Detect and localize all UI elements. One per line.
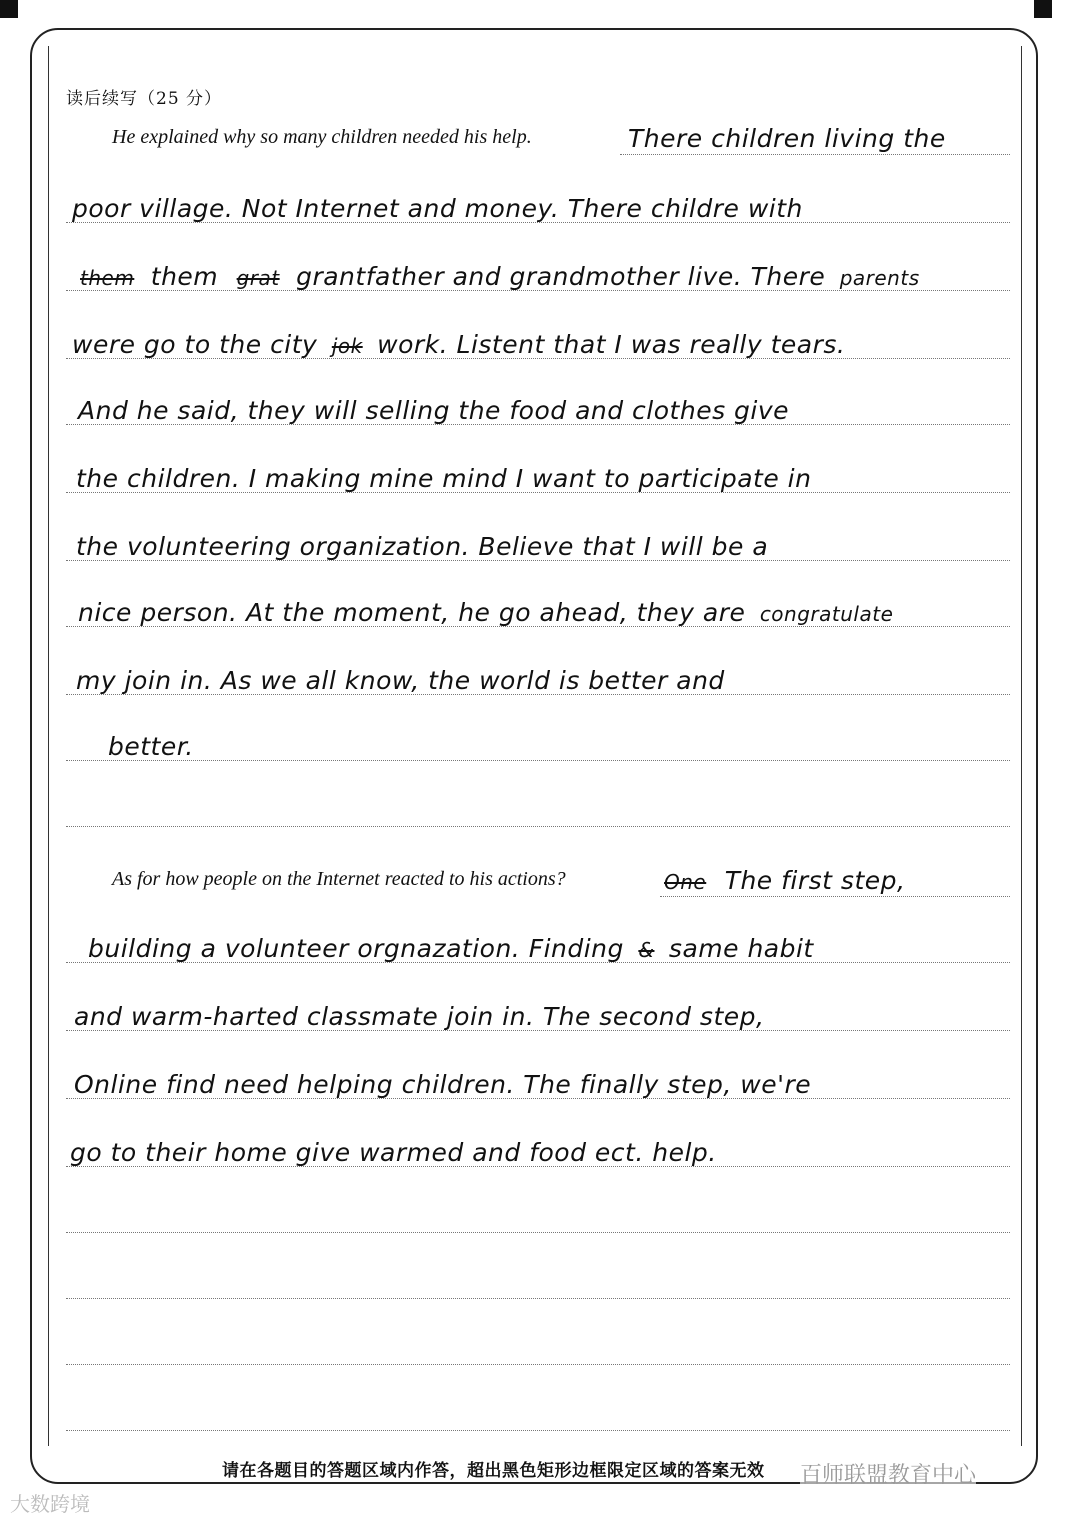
handwritten-word: grantfather and grandmother live. There xyxy=(296,262,826,291)
watermark-left: 大数跨境 xyxy=(10,1492,90,1516)
writing-line xyxy=(66,962,1010,963)
handwritten-line xyxy=(80,262,920,291)
handwritten-line: better. xyxy=(108,732,194,761)
handwritten-line: poor village. Not Internet and money. There childre with xyxy=(72,194,803,223)
writing-line xyxy=(66,1298,1010,1299)
handwritten-word: congratulate xyxy=(759,602,894,626)
struck-word: them xyxy=(80,266,135,290)
handwritten-line: and warm-harted classmate join in. The second step, xyxy=(74,1002,765,1031)
registration-mark-top-right xyxy=(1034,0,1052,18)
writing-line xyxy=(66,1430,1010,1431)
writing-line xyxy=(66,222,1010,223)
section-heading: 读后续写（25 分） xyxy=(66,89,223,109)
handwritten-word: parents xyxy=(839,266,920,290)
writing-line xyxy=(66,1030,1010,1031)
writing-line xyxy=(66,424,1010,425)
struck-word: grat xyxy=(236,266,280,290)
handwritten-word: were go to the city xyxy=(72,330,318,359)
handwritten-line: And he said, they will selling the food and clothes give xyxy=(78,396,790,425)
handwritten-line: my join in. As we all know, the world is better and xyxy=(76,666,725,695)
handwritten-line: There children living the xyxy=(628,124,946,153)
answer-area-notice: 请在各题目的答题区域内作答，超出黑色矩形边框限定区域的答案无效 xyxy=(218,1456,769,1481)
handwritten-line: the volunteering organization. Believe that I will be a xyxy=(76,532,769,561)
registration-mark-top-left xyxy=(0,0,18,18)
handwritten-line xyxy=(78,598,893,627)
handwritten-line xyxy=(88,934,814,963)
writing-line xyxy=(66,826,1010,827)
watermark-right: 百师联盟教育中心 xyxy=(800,1458,976,1489)
handwritten-line: the children. I making mine mind I want to participate in xyxy=(76,464,812,493)
writing-line xyxy=(66,290,1010,291)
handwritten-line: Online find need helping children. The finally step, we're xyxy=(74,1070,812,1099)
handwritten-word: them xyxy=(150,262,219,291)
struck-word: One xyxy=(664,870,707,894)
handwritten-line xyxy=(664,866,905,895)
writing-line xyxy=(66,358,1010,359)
writing-line xyxy=(620,154,1010,155)
writing-line xyxy=(66,560,1010,561)
handwritten-line: go to their home give warmed and food ect. help. xyxy=(70,1138,717,1167)
writing-line xyxy=(66,1232,1010,1233)
handwritten-word: building a volunteer orgnazation. Finding xyxy=(88,934,624,963)
writing-line xyxy=(660,896,1010,897)
handwritten-word: The first step, xyxy=(724,866,906,895)
writing-line xyxy=(66,492,1010,493)
paragraph2-prompt: As for how people on the Internet reacted to his actions? xyxy=(112,868,566,890)
writing-line xyxy=(66,626,1010,627)
writing-line xyxy=(66,1166,1010,1167)
writing-line xyxy=(66,760,1010,761)
handwritten-word: nice person. At the moment, he go ahead, they are xyxy=(78,598,746,627)
struck-word: & xyxy=(638,938,655,962)
writing-line xyxy=(66,694,1010,695)
writing-line xyxy=(66,1364,1010,1365)
answer-area-border xyxy=(48,46,1022,1446)
writing-line xyxy=(66,1098,1010,1099)
struck-word: jok xyxy=(331,334,363,358)
paragraph1-prompt: He explained why so many children needed his help. xyxy=(112,126,532,148)
handwritten-word: work. Listent that I was really tears. xyxy=(377,330,846,359)
handwritten-line xyxy=(72,330,845,359)
handwritten-word: same habit xyxy=(668,934,814,963)
